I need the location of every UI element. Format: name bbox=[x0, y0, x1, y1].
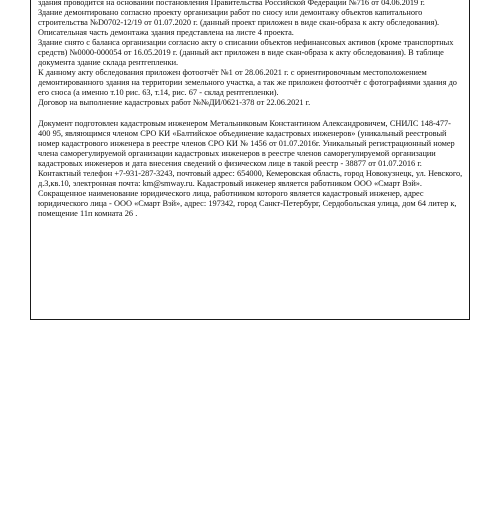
paragraph-photo-report: К данному акту обследования приложен фотоотчёт №1 от 28.06.2021 г. с ориентировочным местоположением демонтированного здания на территории земельного участка, а так же приложен фотоотчёт с фотографиями здания до его сноса (а именно т.10 рис. 63, т.14, рис. 67 - склад рентгепленки). bbox=[38, 68, 457, 98]
paragraph-contract: Договор на выполнение кадастровых работ №№ДИ/0621-378 от 22.06.2021 г. bbox=[38, 98, 311, 108]
paragraph-legal-basis: здания проводится на основании постановления Правительства Российской Федерации №716 от 04.06.2019 г. bbox=[38, 0, 425, 7]
document-frame bbox=[30, 0, 470, 320]
document-text bbox=[38, 0, 463, 219]
paragraph-engineer-info: Документ подготовлен кадастровым инженером Метальниковым Константином Александровичем, СНИЛС 148-477-400 95, являющимся членом СРО КИ «Балтийское объединение кадастровых инженеров» (уникальный реестровый номер кадастрового инженера в реестре членов СРО КИ № 1456 от 01.07.2016г. Уникальный регистрационный номер члена саморегулируемой организации кадастровых инженеров в реестре членов саморегулируемой организации кадастровых инженеров и дата внесения сведений о физическом лице в такой реестр - 38877 от 01.07.2016 г. Контактный телефон +7-931-287-3243, почтовый адрес: 654000, Кемеровская область, город Новокузнецк, ул. Невского, д.3,кв.10, электронная почта: km@smway.ru. Кадастровый инженер является работником ООО «Смарт Вэй». Сокращенное наименование юридического лица, работником которого является кадастровый инженер, адрес юридического лица - ООО «Смарт Вэй», адрес: 197342, город Санкт-Петербург, Сердобольская улица, дом 64 литер к, помещение 11п комната 26 . bbox=[38, 118, 463, 218]
paragraph-balance-writeoff: Здание снято с баланса организации согласно акту о списании объектов нефинансовых активов (кроме транспортных средств) №0000-000054 от 16.05.2019 г. (данный акт приложен в виде скан-образа к акту обследования). В таблице документа здание склада рентгепленки. bbox=[38, 38, 454, 68]
paragraph-gap bbox=[38, 109, 463, 119]
paragraph-demolition-project: Здание демонтировано согласно проекту организации работ по сносу или демонтажу объектов капитального строительства №D0702-12/19 от 01.07.2020 г. (данный проект приложен в виде скан-образа к акту обследования). Описательная часть демонтажа здания представлена на листе 4 проекта. bbox=[38, 8, 440, 38]
